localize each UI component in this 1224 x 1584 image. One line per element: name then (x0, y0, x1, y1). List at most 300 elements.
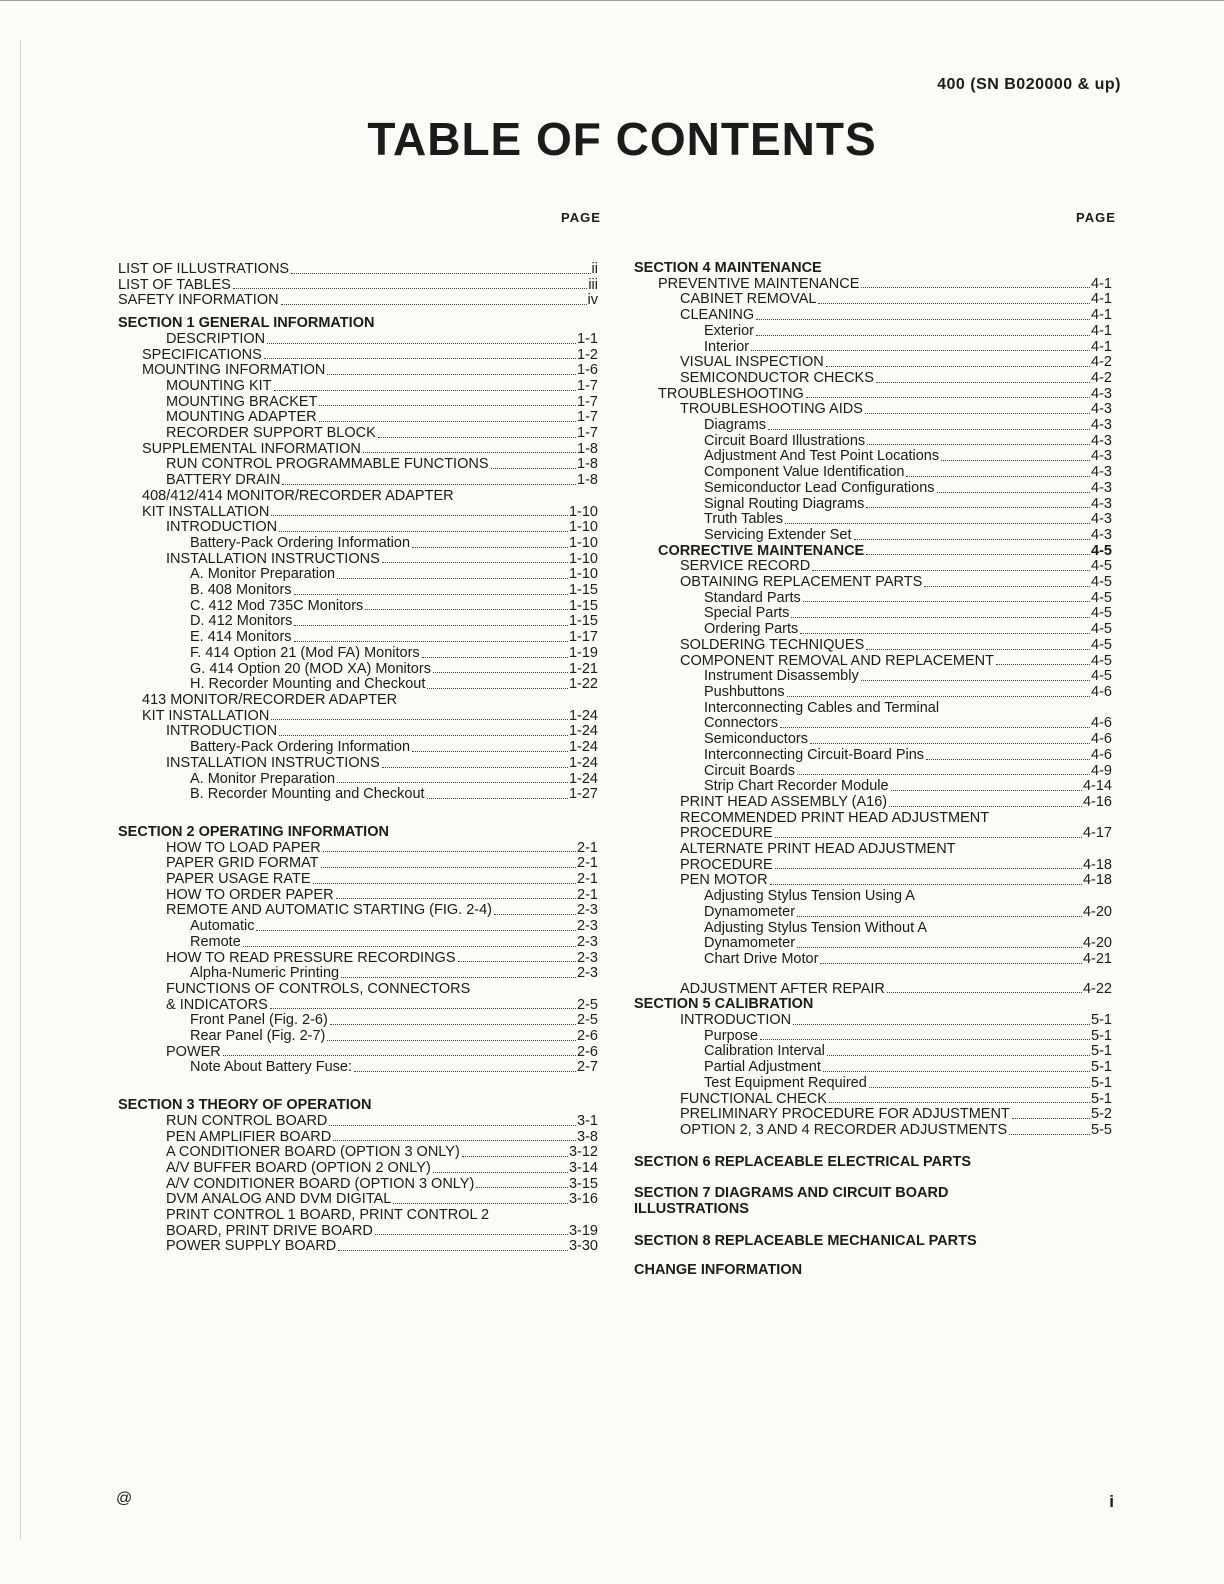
toc-entry-page: 5-5 (1091, 1121, 1112, 1138)
toc-entry-page: 3-16 (568, 1191, 598, 1208)
toc-entry-page: 1-8 (577, 472, 598, 489)
dot-leader (336, 898, 576, 899)
dot-leader (937, 492, 1091, 493)
toc-entry (634, 905, 1112, 921)
dot-leader (803, 601, 1090, 602)
toc-entry-title: PEN AMPLIFIER BOARD (166, 1128, 332, 1145)
toc-entry-page: 4-6 (1091, 715, 1112, 732)
toc-entry (634, 669, 1112, 685)
footer-mark: @ (116, 1490, 133, 1507)
toc-entry-title: Rear Panel (Fig. 2-7) (190, 1028, 326, 1045)
toc-entry (118, 1114, 598, 1130)
toc-entry-title: SECTION 6 REPLACEABLE ELECTRICAL PARTS (634, 1153, 972, 1170)
toc-entry (634, 1123, 1112, 1139)
dot-leader (787, 696, 1090, 697)
toc-entry (634, 1076, 1112, 1092)
toc-entry-title: Purpose (704, 1027, 759, 1044)
toc-entry-title: ADJUSTMENT AFTER REPAIR (680, 980, 885, 997)
toc-entry (118, 379, 598, 395)
toc-entry-title: INTRODUCTION (166, 519, 278, 536)
toc-entry-title: Interior (704, 338, 750, 355)
toc-entry (118, 709, 598, 725)
toc-entry (634, 465, 1112, 481)
toc-entry-page: 4-1 (1091, 307, 1112, 324)
toc-entry-title: Dynamometer (704, 935, 796, 952)
toc-entry-title: MOUNTING ADAPTER (166, 409, 317, 426)
dot-leader (382, 562, 568, 563)
toc-entry-title: SECTION 5 CALIBRATION (634, 996, 814, 1013)
toc-entry-title: Signal Routing Diagrams (704, 495, 865, 512)
toc-entry-page: 1-24 (568, 754, 598, 771)
toc-entry-title: SOLDERING TECHNIQUES (680, 636, 865, 653)
toc-entry-title: PRINT CONTROL 1 BOARD, PRINT CONTROL 2 (166, 1207, 490, 1224)
toc-entry-title: SAFETY INFORMATION (118, 292, 279, 309)
toc-entry-title: Connectors (704, 715, 779, 732)
toc-section-heading (634, 997, 1112, 1013)
toc-entry-page: 4-6 (1091, 731, 1112, 748)
toc-entry (118, 348, 598, 364)
toc-entry-title: G. 414 Option 20 (MOD XA) Monitors (190, 660, 431, 677)
toc-entry (118, 1029, 598, 1045)
toc-entry-page: 4-18 (1082, 872, 1112, 889)
toc-entry-title: RECORDER SUPPORT BLOCK (166, 425, 376, 442)
dot-leader (233, 288, 588, 289)
toc-entry (634, 936, 1112, 952)
toc-entry-page: 2-6 (577, 1043, 598, 1060)
toc-entry-page: 4-3 (1091, 401, 1112, 418)
toc-entry (634, 654, 1112, 670)
dot-leader (354, 1071, 576, 1072)
toc-entry-title: TROUBLESHOOTING AIDS (680, 401, 863, 418)
toc-entry-page: 4-3 (1091, 385, 1112, 402)
toc-entry (634, 748, 1112, 764)
toc-entry-page: 1-24 (568, 723, 598, 740)
toc-entry-title: SECTION 8 REPLACEABLE MECHANICAL PARTS (634, 1232, 977, 1249)
dot-leader (906, 476, 1090, 477)
toc-entry-page: 4-3 (1091, 432, 1112, 449)
toc-entry (118, 951, 598, 967)
toc-entry-page: 4-1 (1091, 322, 1112, 339)
toc-entry-page: 5-1 (1091, 1043, 1112, 1060)
dot-leader (866, 649, 1090, 650)
toc-entry (634, 638, 1112, 654)
dot-leader (760, 1039, 1090, 1040)
toc-entry (634, 811, 1112, 827)
toc-entry (118, 332, 598, 348)
toc-entry-title: DESCRIPTION (166, 330, 266, 347)
toc-entry-title: SERVICE RECORD (680, 558, 811, 575)
model-designation: 400 (SN B020000 & up) (937, 76, 1121, 93)
dot-leader (810, 743, 1090, 744)
toc-entry-title: Chart Drive Motor (704, 950, 819, 967)
dot-leader (866, 554, 1090, 555)
toc-entry (118, 888, 598, 904)
dot-leader (279, 735, 568, 736)
dot-leader (458, 961, 577, 962)
toc-section-heading (634, 1234, 1112, 1250)
dot-leader (775, 868, 1082, 869)
toc-entry (634, 795, 1112, 811)
toc-entry-title: FUNCTIONS OF CONTROLS, CONNECTORS (166, 980, 471, 997)
dot-leader (793, 1024, 1090, 1025)
dot-leader (867, 444, 1090, 445)
toc-entry-page: 4-18 (1082, 856, 1112, 873)
dot-leader (768, 429, 1090, 430)
dot-leader (1012, 1118, 1090, 1119)
toc-entry (634, 842, 1112, 858)
toc-entry-title: Component Value Identification (704, 464, 905, 481)
dot-leader (941, 460, 1090, 461)
toc-entry-page: 1-10 (568, 519, 598, 536)
dot-leader (319, 405, 576, 406)
toc-entry (634, 544, 1112, 560)
toc-entry-page: 4-5 (1091, 636, 1112, 653)
dot-leader (319, 421, 576, 422)
toc-entry-page: 4-3 (1091, 526, 1112, 543)
toc-entry-title: Partial Adjustment (704, 1059, 821, 1076)
dot-leader (341, 977, 576, 978)
toc-entry (118, 903, 598, 919)
dot-leader (412, 547, 568, 548)
toc-entry-page: 4-6 (1091, 683, 1112, 700)
toc-entry-page: 1-7 (577, 425, 598, 442)
toc-entry-page: 4-20 (1082, 903, 1112, 920)
toc-entry-page: 1-24 (568, 707, 598, 724)
toc-entry-title: Servicing Extender Set (704, 526, 852, 543)
toc-entry (118, 724, 598, 740)
toc-entry-page: 1-15 (568, 582, 598, 599)
toc-section-heading (634, 1263, 1112, 1279)
toc-entry-page: 2-5 (577, 1012, 598, 1029)
toc-entry (118, 442, 598, 458)
toc-entry (634, 1029, 1112, 1045)
toc-entry (634, 497, 1112, 513)
left-page-column-header: PAGE (561, 210, 601, 225)
toc-entry (118, 1060, 598, 1076)
toc-entry-title: Battery-Pack Ordering Information (190, 739, 411, 756)
toc-entry (118, 567, 598, 583)
toc-entry (118, 505, 598, 521)
toc-entry (634, 622, 1112, 638)
toc-entry-page: 1-17 (568, 629, 598, 646)
toc-entry-title: B. Recorder Mounting and Checkout (190, 786, 425, 803)
toc-entry (118, 293, 598, 309)
toc-entry (118, 426, 598, 442)
toc-entry-page: 4-5 (1091, 605, 1112, 622)
toc-entry (118, 457, 598, 473)
dot-leader (274, 390, 577, 391)
toc-entry (634, 701, 1112, 717)
dot-leader (279, 531, 568, 532)
toc-entry-title: A. Monitor Preparation (190, 770, 336, 787)
page-number: i (1109, 1492, 1114, 1511)
toc-entry-title: SECTION 4 MAINTENANCE (634, 260, 822, 276)
toc-entry-page: iii (588, 276, 598, 293)
toc-entry-page: 5-1 (1091, 1027, 1112, 1044)
toc-entry-page: 1-2 (577, 346, 598, 363)
dot-leader (422, 657, 568, 658)
dot-leader (826, 366, 1090, 367)
toc-entry (118, 966, 598, 982)
toc-entry-title: 408/412/414 MONITOR/RECORDER ADAPTER (142, 487, 454, 504)
toc-entry-title: PRINT HEAD ASSEMBLY (A16) (680, 793, 888, 810)
toc-entry-page: 1-10 (568, 503, 598, 520)
toc-entry-page: 2-1 (577, 886, 598, 903)
toc-entry-title: KIT INSTALLATION (142, 707, 270, 724)
toc-entry-title: PRELIMINARY PROCEDURE FOR ADJUSTMENT (680, 1106, 1010, 1123)
toc-entry-title: INSTALLATION INSTRUCTIONS (166, 550, 380, 567)
dot-leader (865, 413, 1090, 414)
toc-entry (118, 1130, 598, 1146)
toc-entry (634, 685, 1112, 701)
toc-entry (118, 1013, 598, 1029)
toc-section-heading (634, 1155, 1112, 1171)
dot-leader (806, 397, 1090, 398)
toc-entry-title: SEMICONDUCTOR CHECKS (680, 369, 874, 386)
toc-entry-page: 4-6 (1091, 746, 1112, 763)
dot-leader (823, 1071, 1090, 1072)
toc-entry (634, 732, 1112, 748)
toc-entry-title: SECTION 1 GENERAL INFORMATION (118, 315, 375, 332)
dot-leader (327, 1040, 576, 1041)
toc-entry-title: Alpha-Numeric Printing (190, 965, 340, 982)
dot-leader (756, 335, 1090, 336)
toc-entry (118, 520, 598, 536)
toc-entry-title: TROUBLESHOOTING (658, 385, 804, 402)
toc-entry-title: H. Recorder Mounting and Checkout (190, 676, 426, 693)
dot-leader (271, 719, 568, 720)
toc-entry (634, 340, 1112, 356)
dot-leader (294, 594, 568, 595)
dot-leader (891, 790, 1082, 791)
toc-entry-page: 1-10 (568, 550, 598, 567)
toc-entry-page: 4-3 (1091, 448, 1112, 465)
toc-entry-title: A CONDITIONER BOARD (OPTION 3 ONLY) (166, 1144, 460, 1161)
toc-entry-title: RUN CONTROL BOARD (166, 1112, 328, 1129)
toc-entry-page: 3-1 (577, 1112, 598, 1129)
toc-entry-title: COMPONENT REMOVAL AND REPLACEMENT (680, 652, 994, 669)
toc-entry (634, 1013, 1112, 1029)
dot-leader (869, 1087, 1090, 1088)
toc-entry-page: 2-3 (577, 902, 598, 919)
toc-entry-page: 4-5 (1091, 558, 1112, 575)
toc-entry (634, 277, 1112, 293)
toc-section-heading (118, 1098, 598, 1114)
toc-entry-title: Ordering Parts (704, 621, 799, 638)
dot-leader (337, 578, 568, 579)
toc-entry-title: Calibration Interval (704, 1043, 825, 1060)
right-page-column-header: PAGE (1076, 210, 1116, 225)
toc-entry-title: PAPER USAGE RATE (166, 871, 311, 888)
toc-entry-title: BOARD, PRINT DRIVE BOARD (166, 1222, 373, 1239)
toc-entry-page: 4-5 (1091, 589, 1112, 606)
scan-edge-top (0, 0, 1224, 1)
toc-entry-title: Interconnecting Circuit-Board Pins (704, 746, 925, 763)
dot-leader (780, 727, 1090, 728)
toc-entry-page: 1-24 (568, 770, 598, 787)
toc-entry-page: 4-3 (1091, 511, 1112, 528)
dot-leader (267, 343, 576, 344)
toc-entry (118, 599, 598, 615)
toc-entry-title: Test Equipment Required (704, 1074, 867, 1091)
dot-leader (797, 916, 1082, 917)
toc-entry-title: Semiconductor Lead Configurations (704, 479, 935, 496)
toc-entry-page: 1-24 (568, 739, 598, 756)
toc-section-heading (118, 825, 598, 841)
toc-entry-page: 4-2 (1091, 369, 1112, 386)
toc-entry-title: Note About Battery Fuse: (190, 1059, 353, 1076)
toc-entry (118, 395, 598, 411)
toc-entry (634, 449, 1112, 465)
toc-entry (634, 308, 1112, 324)
toc-entry-page: 1-19 (568, 644, 598, 661)
dot-leader (827, 1055, 1090, 1056)
toc-entry-title: LIST OF ILLUSTRATIONS (118, 261, 290, 277)
toc-entry-title: HOW TO LOAD PAPER (166, 839, 321, 856)
toc-entry-title: POWER SUPPLY BOARD (166, 1238, 337, 1255)
toc-entry-page: iv (587, 292, 598, 309)
dot-leader (756, 319, 1090, 320)
toc-entry (118, 278, 598, 294)
dot-leader (1009, 1134, 1090, 1135)
dot-leader (321, 867, 577, 868)
dot-leader (323, 851, 576, 852)
dot-leader (264, 358, 576, 359)
dot-leader (393, 1203, 568, 1204)
toc-entry-title: DVM ANALOG AND DVM DIGITAL (166, 1191, 392, 1208)
toc-entry-title: INTRODUCTION (166, 723, 278, 740)
toc-entry-title: RUN CONTROL PROGRAMMABLE FUNCTIONS (166, 456, 489, 473)
toc-entry (118, 1161, 598, 1177)
toc-entry-page: 4-5 (1091, 668, 1112, 685)
toc-entry-page: 4-5 (1091, 542, 1112, 559)
toc-entry-page: 5-1 (1091, 1059, 1112, 1076)
toc-entry-page: 3-19 (568, 1222, 598, 1239)
toc-entry-title: & INDICATORS (166, 996, 268, 1013)
toc-entry-title: SPECIFICATIONS (142, 346, 262, 363)
toc-entry (118, 536, 598, 552)
toc-section-heading (634, 261, 1112, 277)
toc-entry (634, 873, 1112, 889)
dot-leader (294, 641, 568, 642)
toc-entry-page: 2-1 (577, 839, 598, 856)
toc-entry-title: CLEANING (680, 307, 755, 324)
toc-entry-title: PROCEDURE (680, 856, 773, 873)
toc-entry (118, 872, 598, 888)
toc-section-heading (634, 1186, 1112, 1202)
dot-leader (382, 767, 568, 768)
dot-leader (491, 468, 577, 469)
toc-entry-page: 2-5 (577, 996, 598, 1013)
toc-entry-page: 4-14 (1082, 778, 1112, 795)
dot-leader (887, 992, 1082, 993)
toc-entry-page: 3-15 (568, 1175, 598, 1192)
toc-entry (118, 363, 598, 379)
toc-entry (118, 1177, 598, 1193)
toc-entry-page: 1-15 (568, 597, 598, 614)
toc-entry-page: 3-30 (568, 1238, 598, 1255)
toc-entry-page: 1-7 (577, 409, 598, 426)
toc-entry-page: 1-7 (577, 393, 598, 410)
toc-entry-title: Diagrams (704, 417, 767, 434)
toc-entry (634, 921, 1112, 937)
dot-leader (291, 273, 590, 274)
toc-entry-title: E. 414 Monitors (190, 629, 292, 646)
toc-entry-page: 1-15 (568, 613, 598, 630)
toc-entry-title: ILLUSTRATIONS (634, 1201, 749, 1218)
toc-entry-page: 4-1 (1091, 275, 1112, 292)
toc-section-heading (118, 316, 598, 332)
toc-entry-title: BATTERY DRAIN (166, 472, 281, 489)
dot-leader (223, 1055, 576, 1056)
dot-leader (294, 625, 568, 626)
toc-entry-title: OBTAINING REPLACEMENT PARTS (680, 574, 923, 591)
toc-entry-page: 2-3 (577, 918, 598, 935)
dot-leader (926, 759, 1090, 760)
toc-section-heading (634, 1202, 1112, 1218)
dot-leader (797, 947, 1082, 948)
dot-leader (327, 374, 576, 375)
toc-entry-page: 4-21 (1082, 950, 1112, 967)
toc-entry-title: A/V CONDITIONER BOARD (OPTION 3 ONLY) (166, 1175, 475, 1192)
dot-leader (375, 1234, 568, 1235)
toc-entry-title: REMOTE AND AUTOMATIC STARTING (FIG. 2-4) (166, 902, 493, 919)
toc-entry (118, 1208, 598, 1224)
toc-entry (634, 1060, 1112, 1076)
toc-entry-title: INTRODUCTION (680, 1012, 792, 1029)
toc-entry (634, 889, 1112, 905)
toc-entry-title: Interconnecting Cables and Terminal (704, 699, 940, 716)
dot-leader (866, 507, 1090, 508)
toc-entry (118, 583, 598, 599)
toc-entry-page: ii (591, 261, 598, 277)
toc-entry (634, 858, 1112, 874)
toc-entry (118, 662, 598, 678)
toc-entry (118, 1045, 598, 1061)
toc-entry-page: 4-5 (1091, 574, 1112, 591)
toc-entry (634, 387, 1112, 403)
toc-entry-title: RECOMMENDED PRINT HEAD ADJUSTMENT (680, 809, 990, 826)
dot-leader (812, 570, 1090, 571)
toc-entry-title: PREVENTIVE MAINTENANCE (658, 275, 860, 292)
toc-entry-title: Remote (190, 933, 241, 950)
toc-entry-title: OPTION 2, 3 AND 4 RECORDER ADJUSTMENTS (680, 1121, 1008, 1138)
toc-entry (634, 528, 1112, 544)
toc-entry (118, 756, 598, 772)
toc-left-column (118, 262, 598, 1255)
toc-entry-title: Strip Chart Recorder Module (704, 778, 889, 795)
dot-leader (313, 883, 577, 884)
toc-entry-title: Adjusting Stylus Tension Without A (704, 919, 927, 936)
toc-entry-title: Standard Parts (704, 589, 801, 606)
toc-entry-title: SECTION 3 THEORY OF OPERATION (118, 1097, 372, 1114)
toc-entry-title: LIST OF TABLES (118, 276, 231, 293)
dot-leader (427, 798, 568, 799)
toc-entry-title: Instrument Disassembly (704, 668, 859, 685)
toc-entry-page: 1-22 (568, 676, 598, 693)
toc-entry (118, 772, 598, 788)
toc-entry-page: 1-8 (577, 440, 598, 457)
toc-entry (118, 489, 598, 505)
dot-leader (412, 751, 568, 752)
toc-entry-title: Exterior (704, 322, 754, 339)
toc-entry (634, 559, 1112, 575)
dot-leader (330, 1024, 576, 1025)
toc-entry-title: FUNCTIONAL CHECK (680, 1090, 827, 1107)
toc-entry (634, 324, 1112, 340)
toc-entry-title: Adjustment And Test Point Locations (704, 448, 940, 465)
toc-entry (118, 1192, 598, 1208)
